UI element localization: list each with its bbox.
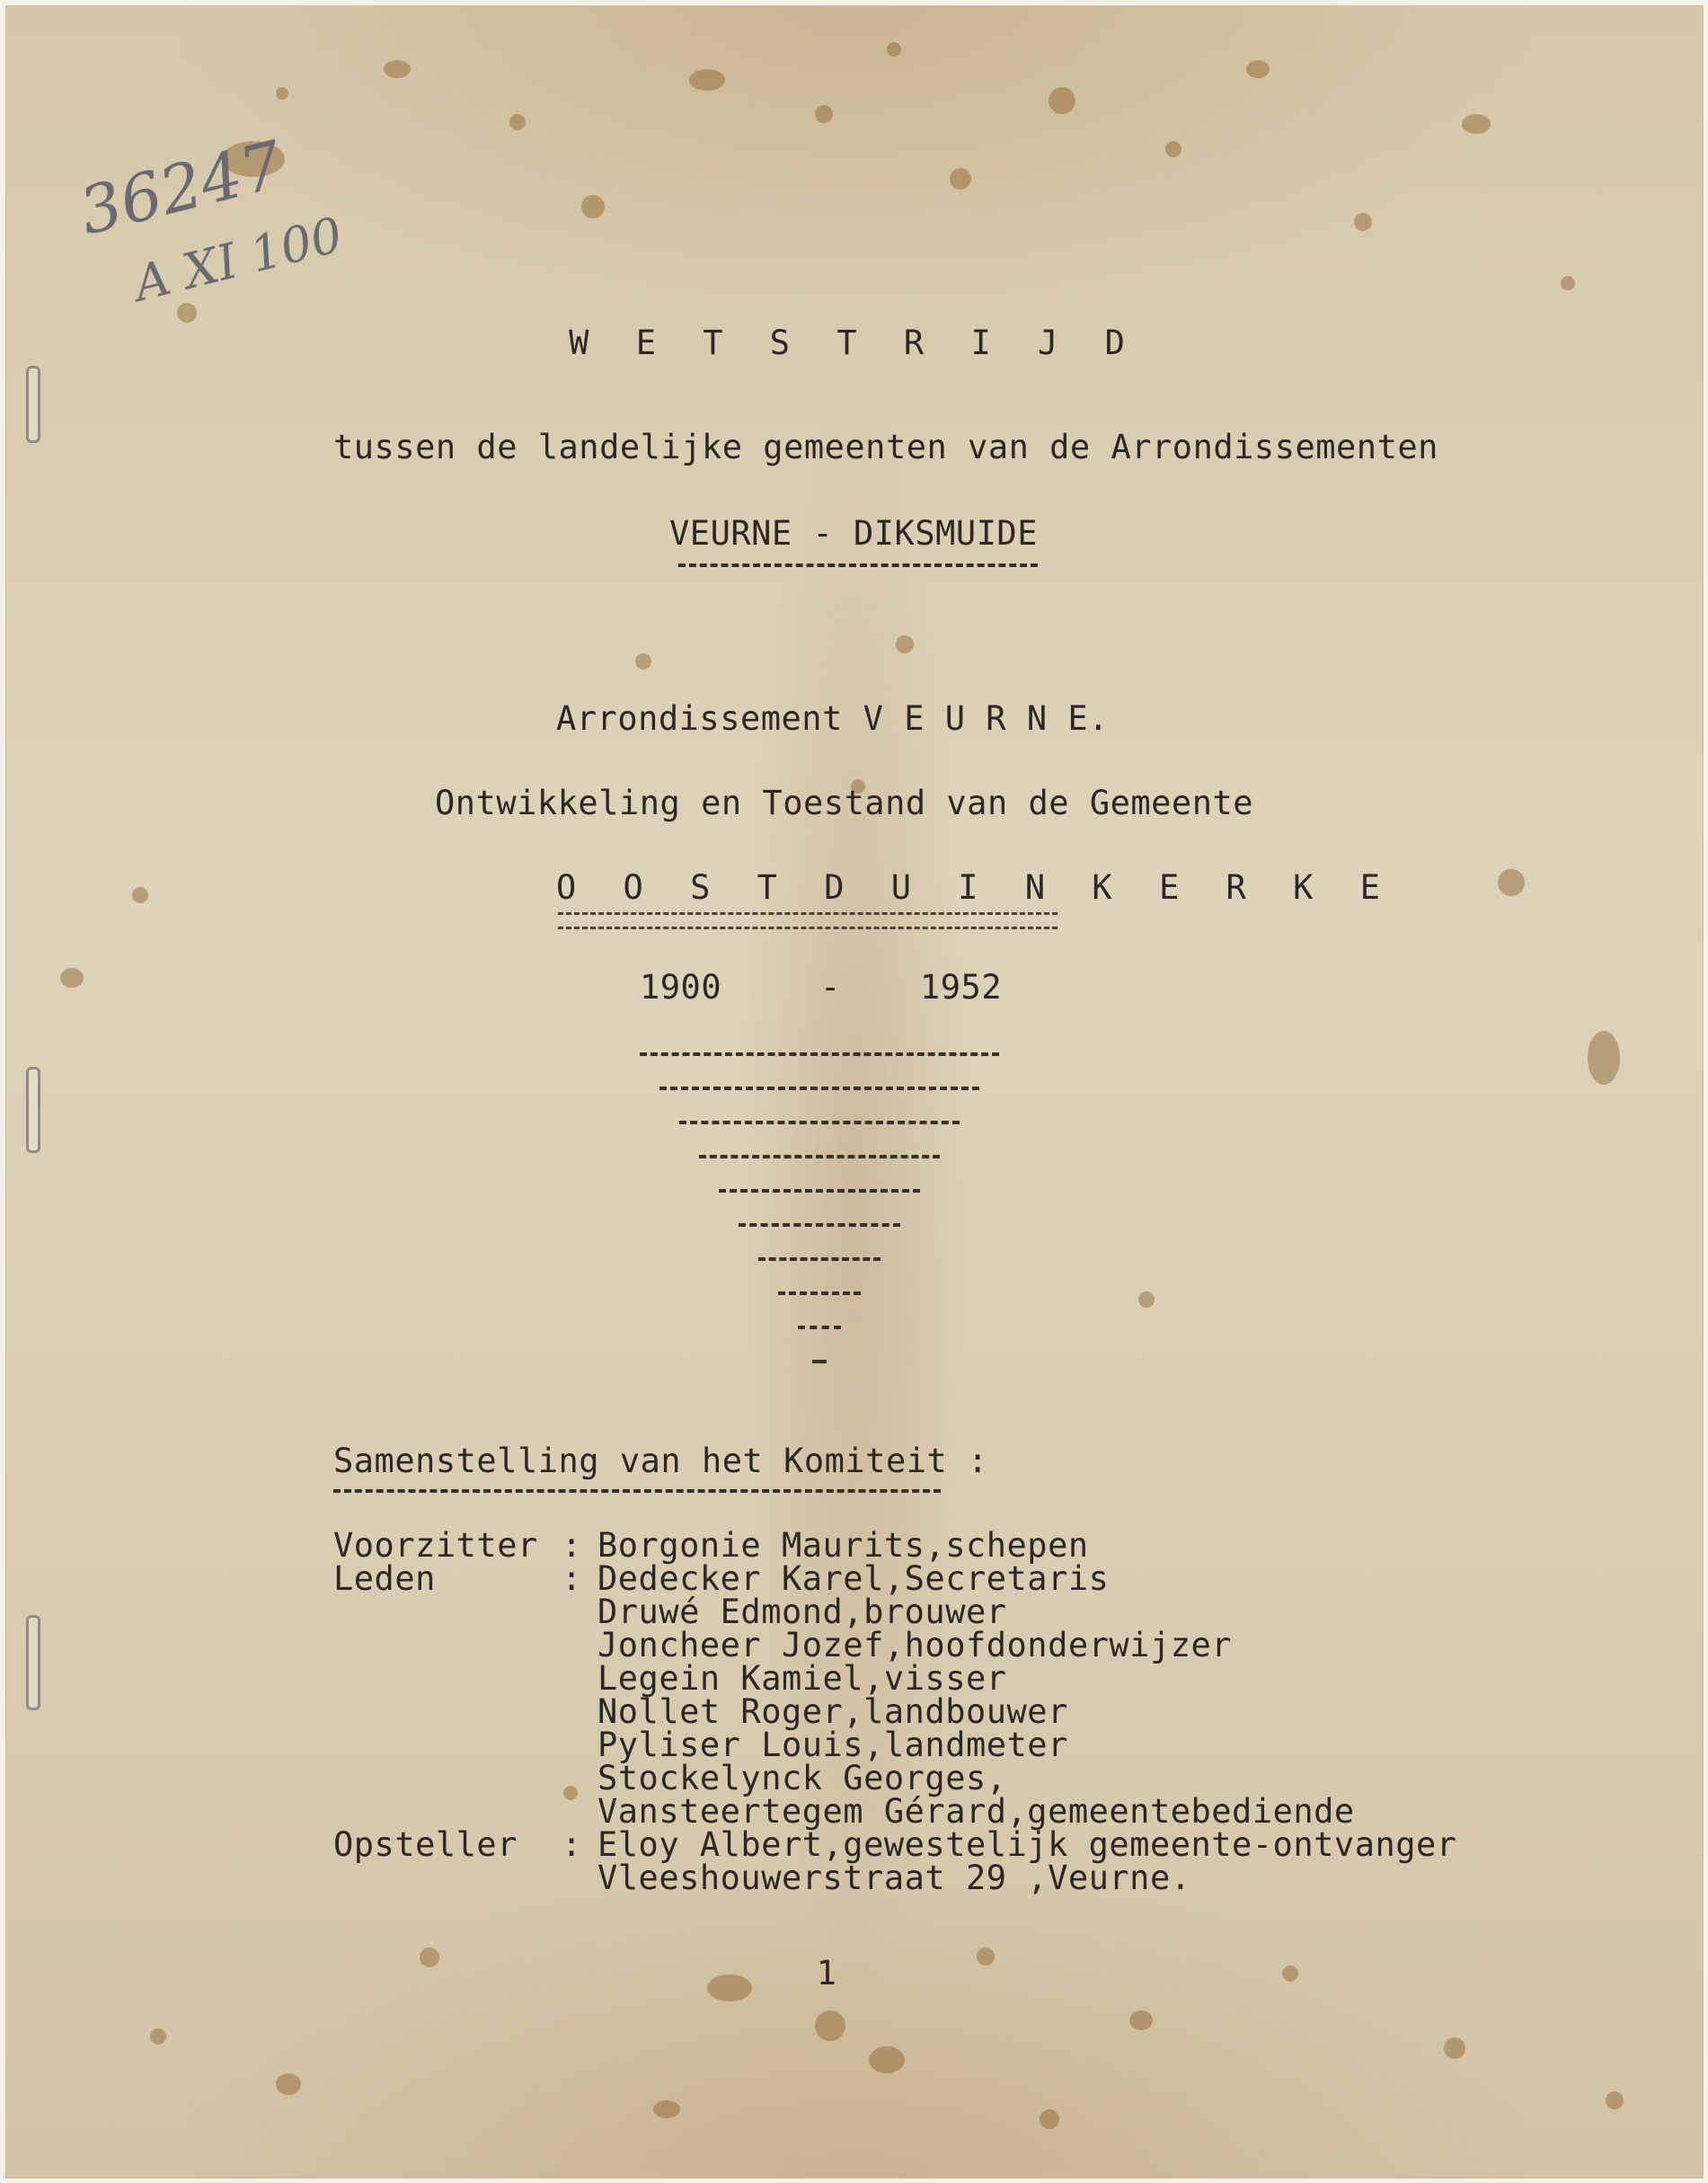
period-start: 1900 xyxy=(640,968,722,1007)
double-rule xyxy=(558,912,1058,929)
committee-member: Legein Kamiel,visser xyxy=(597,1659,1007,1698)
period-dash: - xyxy=(820,968,841,1007)
handwritten-number: 36247 xyxy=(72,126,290,250)
period-end: 1952 xyxy=(920,968,1003,1007)
decorative-rule xyxy=(739,1223,900,1227)
committee-sep: : xyxy=(562,1526,582,1565)
subtitle: tussen de landelijke gemeenten van de Arrondissementen xyxy=(333,428,1438,466)
committee-member: Stockelynck Georges, xyxy=(597,1759,1007,1797)
decorative-rule xyxy=(719,1189,920,1193)
staple xyxy=(26,366,40,443)
committee-sep: : xyxy=(562,1825,582,1864)
document-title: W E T S T R I J D xyxy=(569,324,1138,362)
decorative-rule xyxy=(699,1155,940,1158)
committee-member: Nollet Roger,landbouwer xyxy=(597,1692,1068,1731)
divider-rule xyxy=(333,1489,941,1493)
decorative-rule xyxy=(812,1360,827,1363)
decorative-rule xyxy=(679,1121,960,1124)
committee-member: Borgonie Maurits,schepen xyxy=(597,1526,1089,1565)
committee-member: Eloy Albert,gewestelijk gemeente-ontvanger xyxy=(597,1825,1457,1864)
committee-role: Opsteller xyxy=(333,1825,518,1864)
topic-line: Ontwikkeling en Toestand van de Gemeente xyxy=(435,784,1254,822)
decorative-rule xyxy=(758,1257,881,1261)
decorative-rule xyxy=(640,1052,999,1056)
handwritten-code: A XI 100 xyxy=(128,206,349,313)
page-number: 1 xyxy=(816,1954,837,1992)
committee-member: Joncheer Jozef,hoofdonderwijzer xyxy=(597,1626,1233,1664)
arrondissement-line: Arrondissement V E U R N E. xyxy=(556,699,1109,738)
document-page xyxy=(5,5,1704,2179)
committee-heading: Samenstelling van het Komiteit : xyxy=(333,1442,988,1480)
committee-member: Druwé Edmond,brouwer xyxy=(597,1593,1007,1631)
committee-member: Dedecker Karel,Secretaris xyxy=(597,1559,1110,1598)
decorative-rule xyxy=(659,1087,979,1090)
districts-heading: VEURNE - DIKSMUIDE xyxy=(669,514,1038,553)
staple xyxy=(26,1615,40,1710)
municipality-name: O O S T D U I N K E R K E xyxy=(556,868,1394,907)
committee-role: Leden xyxy=(333,1559,436,1598)
committee-member: Pyliser Louis,landmeter xyxy=(597,1726,1068,1764)
staple xyxy=(26,1067,40,1153)
committee-sep: : xyxy=(562,1559,582,1598)
decorative-rule xyxy=(778,1291,861,1295)
committee-member: Vleeshouwerstraat 29 ,Veurne. xyxy=(597,1859,1191,1897)
decorative-rule xyxy=(798,1326,841,1329)
committee-role: Voorzitter xyxy=(333,1526,538,1565)
committee-member: Vansteertegem Gérard,gemeentebediende xyxy=(597,1792,1355,1831)
divider-rule xyxy=(678,563,1038,567)
